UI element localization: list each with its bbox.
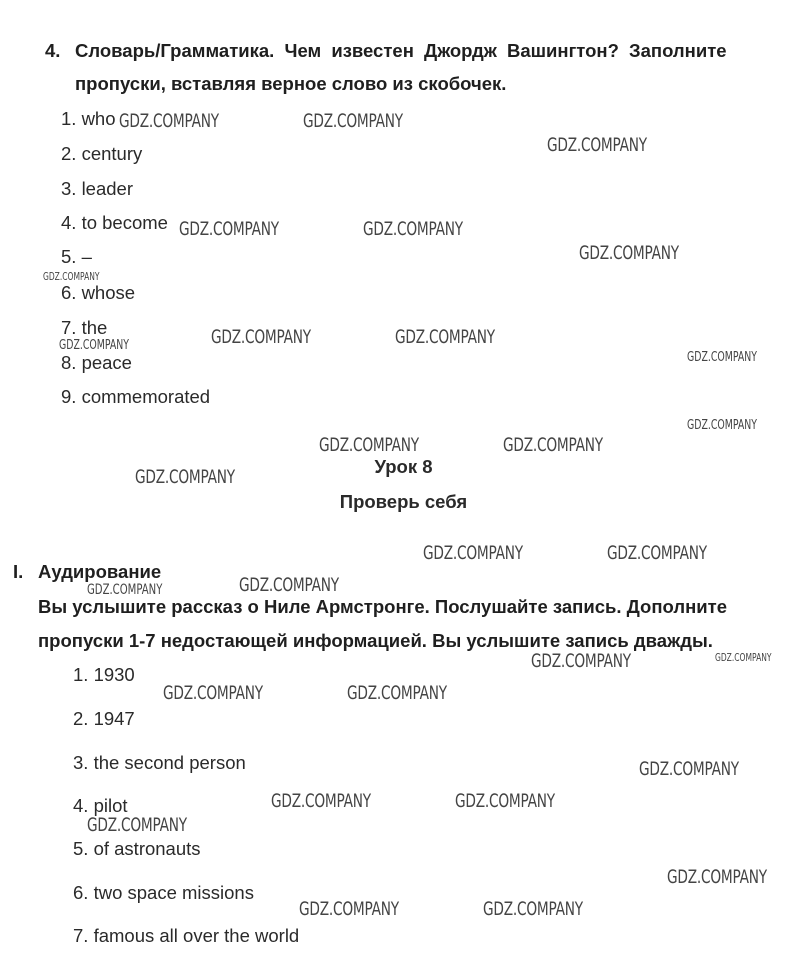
watermark: GDZ.COMPANY bbox=[547, 134, 647, 156]
section4-item-6: 6. whose bbox=[61, 282, 136, 303]
watermark: GDZ.COMPANY bbox=[395, 326, 495, 348]
section4-item-3: 3. leader bbox=[61, 178, 133, 199]
section4-number: 4. bbox=[45, 40, 61, 61]
section4-title-line1: Словарь/Грамматика. Чем известен Джордж Вашингтон? Заполните bbox=[75, 40, 727, 61]
section1-item-2: 2. 1947 bbox=[73, 708, 135, 729]
watermark: GDZ.COMPANY bbox=[299, 898, 399, 920]
section4-item-8: 8. peace bbox=[61, 352, 132, 373]
watermark: GDZ.COMPANY bbox=[483, 898, 583, 920]
section4-item-2: 2. century bbox=[61, 143, 143, 164]
watermark: GDZ.COMPANY bbox=[119, 110, 219, 132]
section1-item-1: 1. 1930 bbox=[73, 664, 135, 685]
watermark: GDZ.COMPANY bbox=[179, 218, 279, 240]
section1-item-4: 4. pilot bbox=[73, 795, 128, 816]
section1-instruction-line2: пропуски 1-7 недостающей информацией. Вы услышите запись дважды. bbox=[38, 630, 713, 651]
section4-item-4: 4. to become bbox=[61, 212, 168, 233]
watermark: GDZ.COMPANY bbox=[579, 242, 679, 264]
watermark: GDZ.COMPANY bbox=[135, 466, 235, 488]
watermark: GDZ.COMPANY bbox=[363, 218, 463, 240]
watermark: GDZ.COMPANY bbox=[271, 790, 371, 812]
watermark: GDZ.COMPANY bbox=[715, 652, 772, 664]
section4-item-9: 9. commemorated bbox=[61, 386, 211, 407]
section1-item-5: 5. of astronauts bbox=[73, 838, 201, 859]
watermark: GDZ.COMPANY bbox=[87, 582, 163, 598]
section4-item-5: 5. – bbox=[61, 246, 92, 267]
section1-number: I. bbox=[13, 561, 24, 582]
watermark: GDZ.COMPANY bbox=[639, 758, 739, 780]
section1-item-3: 3. the second person bbox=[73, 752, 246, 773]
watermark: GDZ.COMPANY bbox=[347, 682, 447, 704]
watermark: GDZ.COMPANY bbox=[239, 574, 339, 596]
watermark: GDZ.COMPANY bbox=[303, 110, 403, 132]
watermark: GDZ.COMPANY bbox=[455, 790, 555, 812]
section4-item-1: 1. who bbox=[61, 108, 116, 129]
watermark: GDZ.COMPANY bbox=[607, 542, 707, 564]
watermark: GDZ.COMPANY bbox=[531, 650, 631, 672]
watermark: GDZ.COMPANY bbox=[43, 271, 100, 283]
lesson-subtitle: Проверь себя bbox=[339, 491, 468, 512]
lesson-title: Урок 8 bbox=[374, 456, 433, 477]
section4-title-line2: пропуски, вставляя верное слово из скобочек. bbox=[75, 73, 507, 94]
watermark: GDZ.COMPANY bbox=[319, 434, 419, 456]
section1-title: Аудирование bbox=[38, 561, 162, 582]
watermark: GDZ.COMPANY bbox=[59, 338, 129, 353]
section1-item-6: 6. two space missions bbox=[73, 882, 254, 903]
watermark: GDZ.COMPANY bbox=[211, 326, 311, 348]
section1-item-7: 7. famous all over the world bbox=[73, 925, 300, 946]
watermark: GDZ.COMPANY bbox=[163, 682, 263, 704]
watermark: GDZ.COMPANY bbox=[87, 814, 187, 836]
watermark: GDZ.COMPANY bbox=[423, 542, 523, 564]
section1-instruction-line1: Вы услышите рассказ о Ниле Армстронге. Послушайте запись. Дополните bbox=[38, 596, 727, 617]
section4-item-7: 7. the bbox=[61, 317, 108, 338]
watermark: GDZ.COMPANY bbox=[687, 418, 757, 433]
watermark: GDZ.COMPANY bbox=[687, 350, 757, 365]
watermark: GDZ.COMPANY bbox=[503, 434, 603, 456]
watermark: GDZ.COMPANY bbox=[667, 866, 767, 888]
